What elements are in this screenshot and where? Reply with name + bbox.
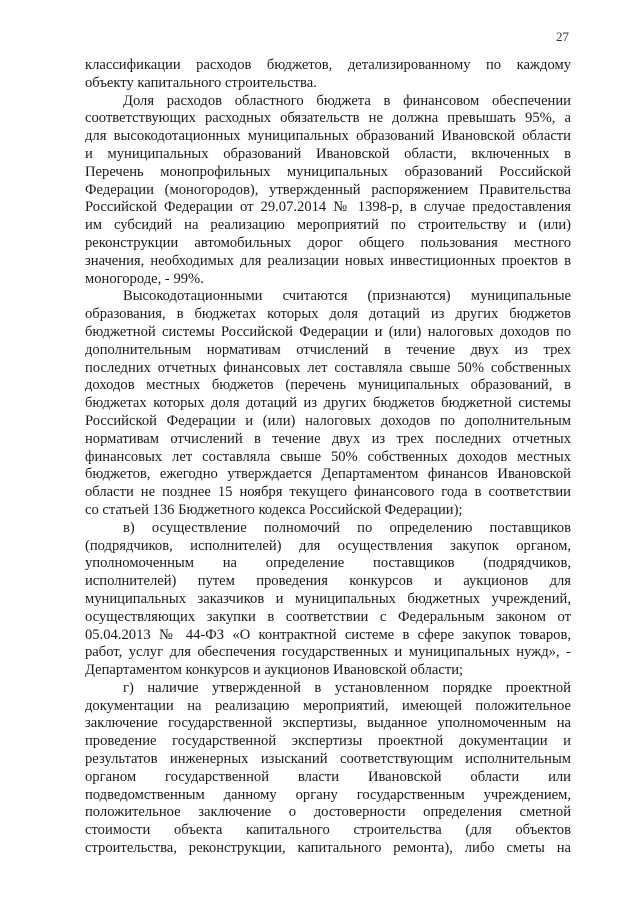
text-line: для высокодотационных муниципальных образований Ивановской области: [85, 128, 571, 145]
text-line: в) осуществление полномочий по определению поставщиков: [123, 519, 571, 536]
text-line: бюджетов, ежегодно утверждается Департаментом финансов Ивановской: [85, 466, 571, 483]
text-line: Доля расходов областного бюджета в финансовом обеспечении: [123, 92, 571, 109]
text-line: Перечень монопрофильных муниципальных образований Российской: [85, 163, 571, 180]
text-line: доходов местных бюджетов (перечень муниципальных образований, в: [85, 377, 571, 394]
text-line: Федерации (моногородов), утвержденный распоряжением Правительства: [85, 181, 571, 198]
text-line: классификации расходов бюджетов, детализированному по каждому: [85, 57, 571, 73]
text-line: уполномоченным на определение поставщиков (подрядчиков,: [85, 555, 571, 572]
text-line: строительства, реконструкции, капитального ремонта), либо сметы на: [85, 840, 571, 857]
text-line: бюджетной системы Российской Федерации и (или) налоговых доходов по: [85, 323, 571, 340]
text-line: заключение государственной экспертизы, выданное уполномоченным на: [85, 715, 571, 732]
text-line: и муниципальных образований Ивановской области, включенных в: [85, 145, 571, 162]
text-line: соответствующих расходных обязательств не должна превышать 95%, а: [85, 110, 571, 127]
document-body: [85, 57, 571, 858]
text-line: дополнительным нормативам отчислений в течение двух из трех: [85, 341, 571, 358]
text-line: значения, необходимых для реализации новых инвестиционных проектов в: [85, 252, 571, 269]
text-line: документации на реализацию мероприятий, имеющей положительное: [85, 697, 571, 714]
text-line: работ, услуг для обеспечения государственных и муниципальных нужд», -: [85, 644, 571, 661]
text-line: моногороде, - 99%.: [85, 270, 204, 287]
text-line: исполнителей) путем проведения конкурсов и аукционов для: [85, 573, 571, 590]
text-line: объекту капитального строительства.: [85, 74, 317, 91]
text-line: проведение государственной экспертизы проектной документации и: [85, 733, 571, 750]
text-line: (подрядчиков, исполнителей) для осуществления закупок органом,: [85, 537, 571, 554]
page-number: 27: [556, 29, 569, 44]
text-line: 05.04.2013 № 44-ФЗ «О контрактной системе в сфере закупок товаров,: [85, 626, 571, 643]
text-line: муниципальных заказчиков и муниципальных бюджетных учреждений,: [85, 590, 571, 607]
text-line: Департаментом конкурсов и аукционов Ивановской области;: [85, 662, 464, 679]
text-line: образования, в бюджетах которых доля дотаций из других бюджетов: [85, 306, 571, 323]
text-line: Российской Федерации от 29.07.2014 № 1398-р, в случае предоставления: [85, 199, 571, 216]
text-line: области не позднее 15 ноября текущего финансового года в соответствии: [85, 484, 571, 501]
text-line: осуществляющих закупки в соответствии с Федеральным законом от: [85, 608, 571, 625]
text-line: финансовых лет составляла свыше 50% собственных доходов местных: [85, 448, 571, 465]
text-line: Высокодотационными считаются (признаются) муниципальные: [123, 288, 571, 305]
text-line: органом государственной власти Ивановской области или: [85, 768, 571, 785]
text-line: г) наличие утвержденной в установленном порядке проектной: [123, 679, 571, 696]
text-line: реконструкции автомобильных дорог общего пользования местного: [85, 234, 571, 251]
text-line: подведомственным данному органу государственным учреждением,: [85, 786, 571, 803]
text-line: Российской Федерации и (или) налоговых доходов по дополнительным: [85, 412, 571, 429]
text-line: результатов инженерных изысканий соответствующим исполнительным: [85, 751, 571, 768]
text-line: положительное заключение о достоверности определения сметной: [85, 804, 571, 821]
text-line: нормативам отчислений в течение двух из трех последних отчетных: [85, 430, 571, 447]
text-line: стоимости объекта капитального строительства (для объектов: [85, 822, 571, 839]
text-line: последних отчетных финансовых лет составляла свыше 50% собственных: [85, 359, 571, 376]
text-line: со статьей 136 Бюджетного кодекса Российской Федерации);: [85, 501, 463, 518]
text-line: им субсидий на реализацию мероприятий по строительству и (или): [85, 217, 571, 234]
text-line: бюджетах которых доля дотаций из других бюджетов бюджетной системы: [85, 395, 571, 412]
